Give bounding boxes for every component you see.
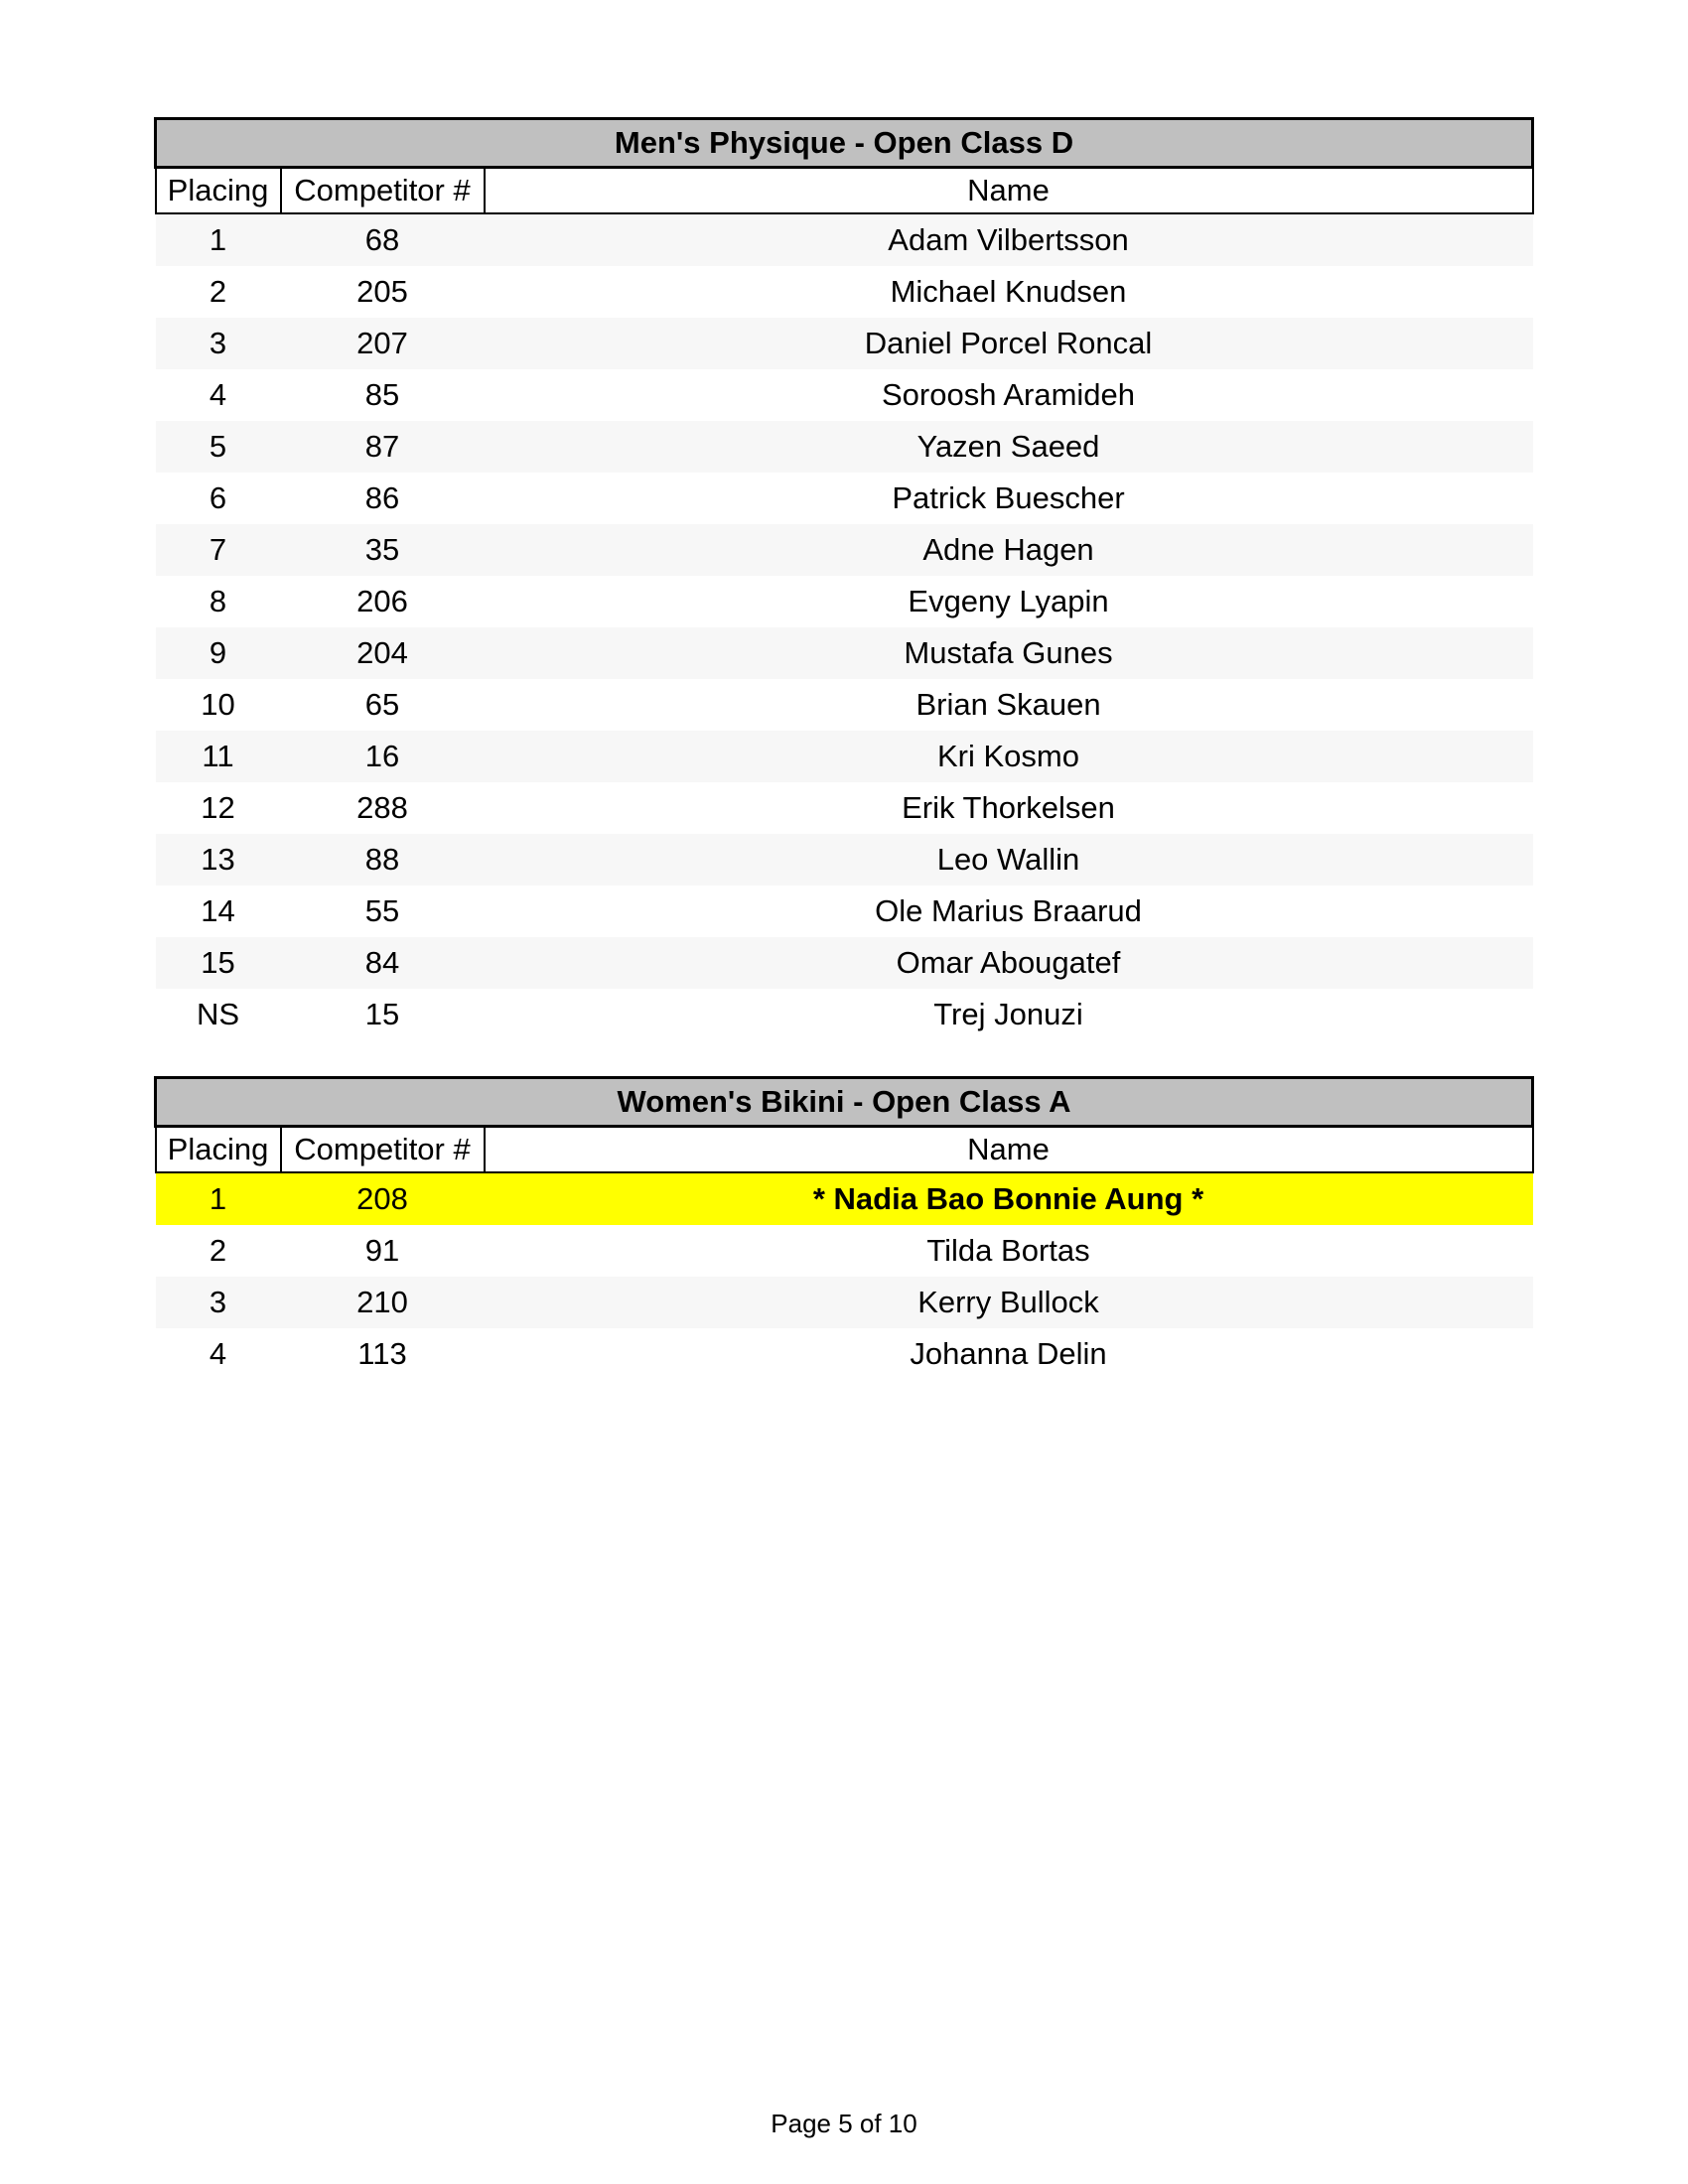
table-row bbox=[156, 369, 1533, 421]
placing-cell: 3 bbox=[156, 1277, 281, 1328]
column-header-name: Name bbox=[485, 1127, 1533, 1173]
placing-cell: 8 bbox=[156, 576, 281, 627]
column-header-name: Name bbox=[485, 168, 1533, 214]
competitor-cell: 85 bbox=[281, 369, 485, 421]
table-row bbox=[156, 937, 1533, 989]
name-cell: * Nadia Bao Bonnie Aung * bbox=[485, 1172, 1533, 1225]
table-row bbox=[156, 627, 1533, 679]
table-header-row bbox=[156, 1127, 1533, 1173]
table-row bbox=[156, 989, 1533, 1040]
name-cell: Yazen Saeed bbox=[485, 421, 1533, 473]
placing-cell: 14 bbox=[156, 886, 281, 937]
competitor-cell: 35 bbox=[281, 524, 485, 576]
placing-cell: 4 bbox=[156, 369, 281, 421]
placing-cell: 5 bbox=[156, 421, 281, 473]
competitor-cell: 15 bbox=[281, 989, 485, 1040]
competitor-cell: 88 bbox=[281, 834, 485, 886]
name-cell: Kerry Bullock bbox=[485, 1277, 1533, 1328]
placing-cell: 10 bbox=[156, 679, 281, 731]
table-row bbox=[156, 576, 1533, 627]
name-cell: Ole Marius Braarud bbox=[485, 886, 1533, 937]
placing-cell: 1 bbox=[156, 1172, 281, 1225]
competitor-cell: 208 bbox=[281, 1172, 485, 1225]
table-row bbox=[156, 524, 1533, 576]
competitor-cell: 206 bbox=[281, 576, 485, 627]
name-cell: Tilda Bortas bbox=[485, 1225, 1533, 1277]
table-row bbox=[156, 266, 1533, 318]
competitor-cell: 55 bbox=[281, 886, 485, 937]
results-table-mens-physique bbox=[154, 117, 1534, 1040]
name-cell: Brian Skauen bbox=[485, 679, 1533, 731]
name-cell: Trej Jonuzi bbox=[485, 989, 1533, 1040]
column-header-competitor: Competitor # bbox=[281, 1127, 485, 1173]
table-title-row bbox=[156, 1078, 1533, 1127]
table-row bbox=[156, 731, 1533, 782]
table-row bbox=[156, 421, 1533, 473]
competitor-cell: 210 bbox=[281, 1277, 485, 1328]
name-cell: Kri Kosmo bbox=[485, 731, 1533, 782]
placing-cell: 12 bbox=[156, 782, 281, 834]
name-cell: Mustafa Gunes bbox=[485, 627, 1533, 679]
competitor-cell: 205 bbox=[281, 266, 485, 318]
table-row bbox=[156, 473, 1533, 524]
table-row-highlighted bbox=[156, 1172, 1533, 1225]
competitor-cell: 91 bbox=[281, 1225, 485, 1277]
table-row bbox=[156, 782, 1533, 834]
competitor-cell: 16 bbox=[281, 731, 485, 782]
table-title-row bbox=[156, 119, 1533, 168]
page-number: Page 5 of 10 bbox=[771, 2109, 917, 2138]
table-row bbox=[156, 679, 1533, 731]
name-cell: Michael Knudsen bbox=[485, 266, 1533, 318]
competitor-cell: 204 bbox=[281, 627, 485, 679]
table-title: Women's Bikini - Open Class A bbox=[156, 1078, 1533, 1127]
competitor-cell: 86 bbox=[281, 473, 485, 524]
name-cell: Erik Thorkelsen bbox=[485, 782, 1533, 834]
table-row bbox=[156, 1225, 1533, 1277]
table-row bbox=[156, 1328, 1533, 1380]
column-header-placing: Placing bbox=[156, 1127, 281, 1173]
competitor-cell: 87 bbox=[281, 421, 485, 473]
placing-cell: 6 bbox=[156, 473, 281, 524]
table-row bbox=[156, 886, 1533, 937]
table-header-row bbox=[156, 168, 1533, 214]
table-title: Men's Physique - Open Class D bbox=[156, 119, 1533, 168]
column-header-competitor: Competitor # bbox=[281, 168, 485, 214]
table-row bbox=[156, 1277, 1533, 1328]
placing-cell: 7 bbox=[156, 524, 281, 576]
placing-cell: NS bbox=[156, 989, 281, 1040]
competitor-cell: 84 bbox=[281, 937, 485, 989]
competitor-cell: 113 bbox=[281, 1328, 485, 1380]
placing-cell: 11 bbox=[156, 731, 281, 782]
name-cell: Soroosh Aramideh bbox=[485, 369, 1533, 421]
name-cell: Omar Abougatef bbox=[485, 937, 1533, 989]
name-cell: Adam Vilbertsson bbox=[485, 213, 1533, 266]
placing-cell: 9 bbox=[156, 627, 281, 679]
competitor-cell: 207 bbox=[281, 318, 485, 369]
name-cell: Daniel Porcel Roncal bbox=[485, 318, 1533, 369]
competitor-cell: 65 bbox=[281, 679, 485, 731]
name-cell: Evgeny Lyapin bbox=[485, 576, 1533, 627]
placing-cell: 1 bbox=[156, 213, 281, 266]
column-header-placing: Placing bbox=[156, 168, 281, 214]
table-row bbox=[156, 213, 1533, 266]
placing-cell: 4 bbox=[156, 1328, 281, 1380]
placing-cell: 3 bbox=[156, 318, 281, 369]
name-cell: Adne Hagen bbox=[485, 524, 1533, 576]
placing-cell: 13 bbox=[156, 834, 281, 886]
name-cell: Patrick Buescher bbox=[485, 473, 1533, 524]
placing-cell: 2 bbox=[156, 266, 281, 318]
name-cell: Johanna Delin bbox=[485, 1328, 1533, 1380]
name-cell: Leo Wallin bbox=[485, 834, 1533, 886]
placing-cell: 15 bbox=[156, 937, 281, 989]
table-row bbox=[156, 318, 1533, 369]
results-table-womens-bikini bbox=[154, 1076, 1534, 1380]
competitor-cell: 68 bbox=[281, 213, 485, 266]
competitor-cell: 288 bbox=[281, 782, 485, 834]
table-row bbox=[156, 834, 1533, 886]
placing-cell: 2 bbox=[156, 1225, 281, 1277]
